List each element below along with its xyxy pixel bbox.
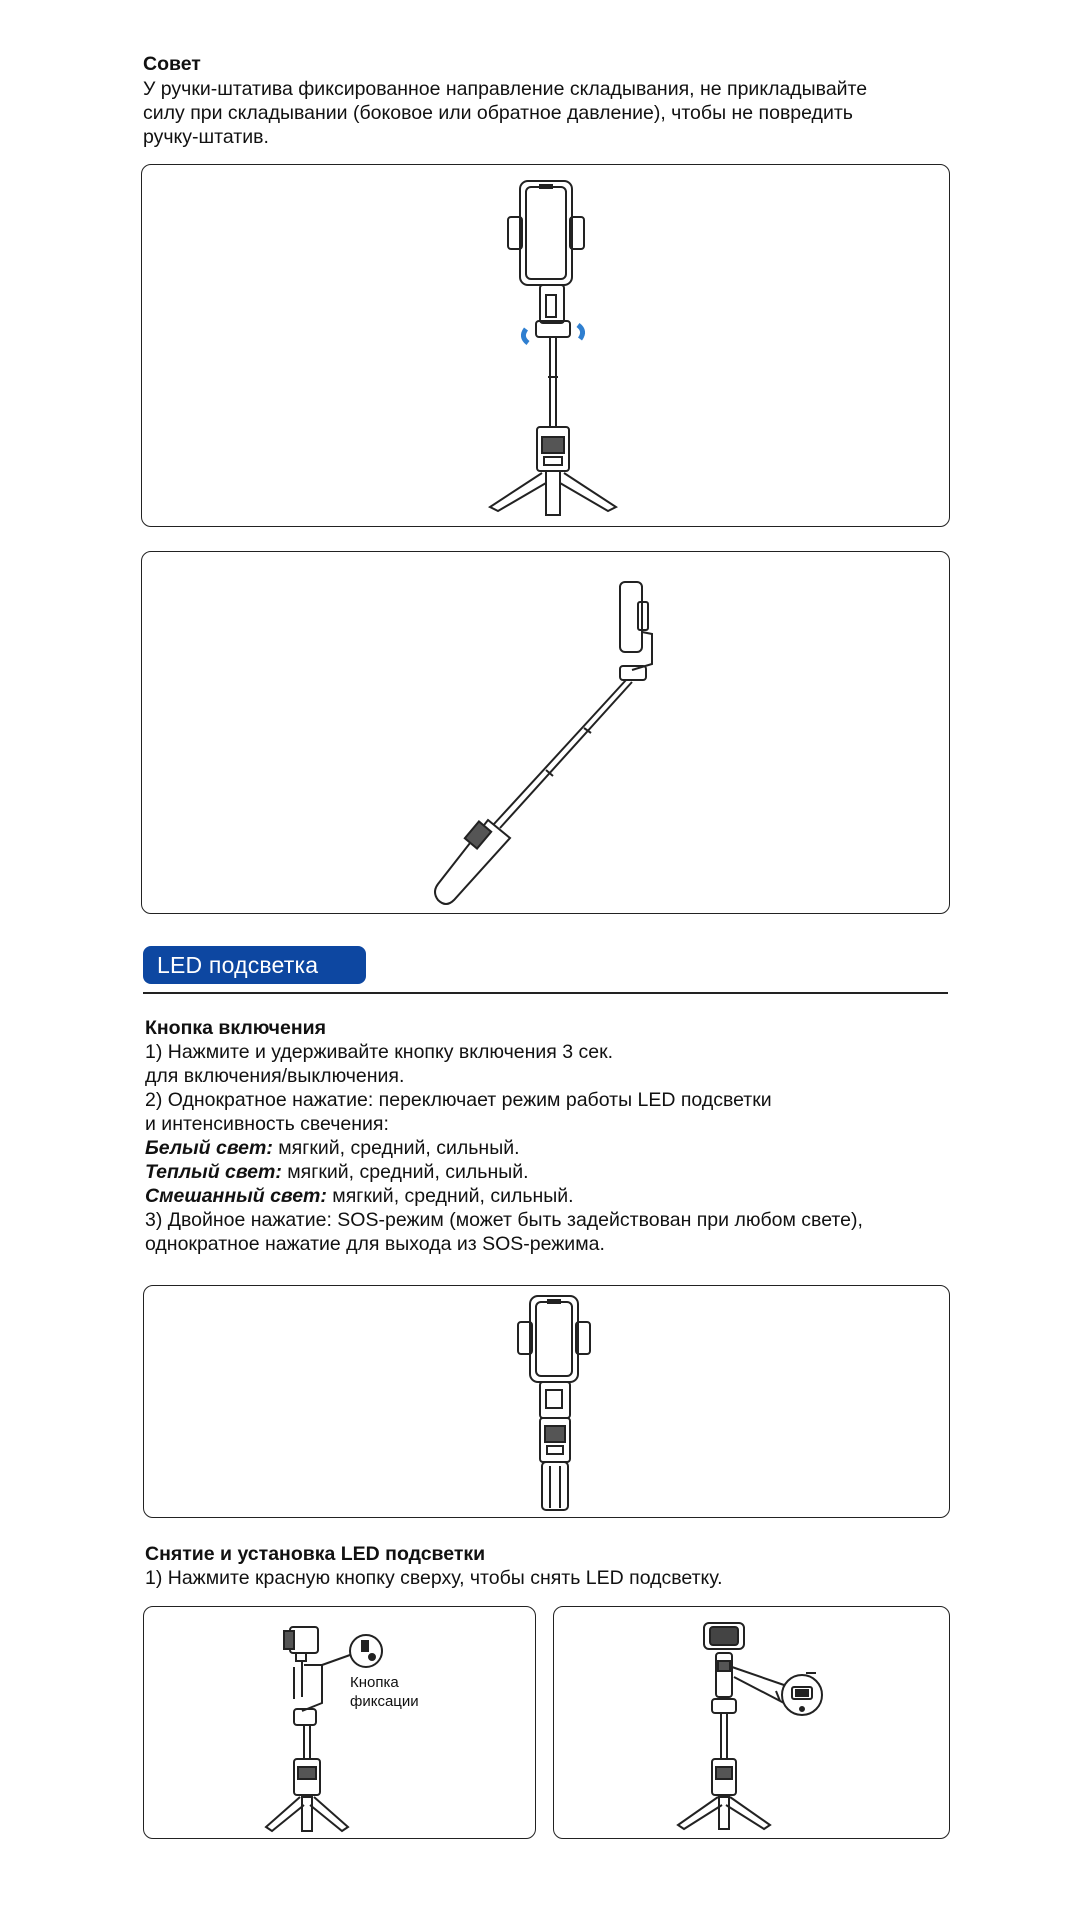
mode-warm-text: мягкий, средний, сильный.	[281, 1161, 529, 1183]
power-line-1: 1) Нажмите и удерживайте кнопку включения 3 сек.	[145, 1041, 614, 1063]
selfie-stick-illustration-panel	[141, 551, 950, 914]
mode-mixed-text: мягкий, средний, сильный.	[326, 1185, 574, 1207]
power-line-5: 3) Двойное нажатие: SOS-режим (может быть задействован при любом свете),	[145, 1209, 863, 1231]
power-line-4: и интенсивность свечения:	[145, 1113, 389, 1135]
section-title-badge: LED подсветка	[143, 946, 366, 984]
mode-warm-label: Теплый свет:	[145, 1161, 282, 1183]
removal-line-1: 1) Нажмите красную кнопку сверху, чтобы снять LED подсветку.	[145, 1567, 723, 1589]
lock-button-callout-line-2: фиксации	[350, 1693, 419, 1710]
tip-line-1: У ручки-штатива фиксированное направление складывания, не прикладывайте	[143, 78, 868, 100]
lock-button-callout-line-1: Кнопка	[350, 1674, 399, 1691]
mode-white-label: Белый свет:	[145, 1137, 273, 1159]
power-line-2: для включения/выключения.	[145, 1065, 405, 1087]
lock-button-illustration	[144, 1607, 537, 1840]
tripod-fold-illustration	[142, 165, 951, 528]
led-removal-illustration	[554, 1607, 951, 1840]
mode-mixed	[145, 1184, 574, 1208]
tip-title: Совет	[143, 53, 201, 75]
tip-line-3: ручку-штатив.	[143, 126, 269, 148]
section-divider	[143, 992, 948, 994]
tip-line-2: силу при складывании (боковое или обратное давление), чтобы не повредить	[143, 102, 853, 124]
power-line-3: 2) Однократное нажатие: переключает режим работы LED подсветки	[145, 1089, 772, 1111]
tripod-fold-illustration-panel	[141, 164, 950, 527]
mode-white	[145, 1136, 520, 1160]
led-removal-illustration-panel	[553, 1606, 950, 1839]
lock-button-illustration-panel	[143, 1606, 536, 1839]
selfie-stick-illustration	[142, 552, 951, 915]
mode-white-text: мягкий, средний, сильный.	[272, 1137, 520, 1159]
power-line-6: однократное нажатие для выхода из SOS-режима.	[145, 1233, 605, 1255]
power-button-title: Кнопка включения	[145, 1017, 326, 1039]
mode-mixed-label: Смешанный свет:	[145, 1185, 327, 1207]
folded-device-illustration-panel	[143, 1285, 950, 1518]
mode-warm	[145, 1160, 529, 1184]
folded-device-illustration	[144, 1286, 951, 1519]
removal-title: Снятие и установка LED подсветки	[145, 1543, 486, 1565]
